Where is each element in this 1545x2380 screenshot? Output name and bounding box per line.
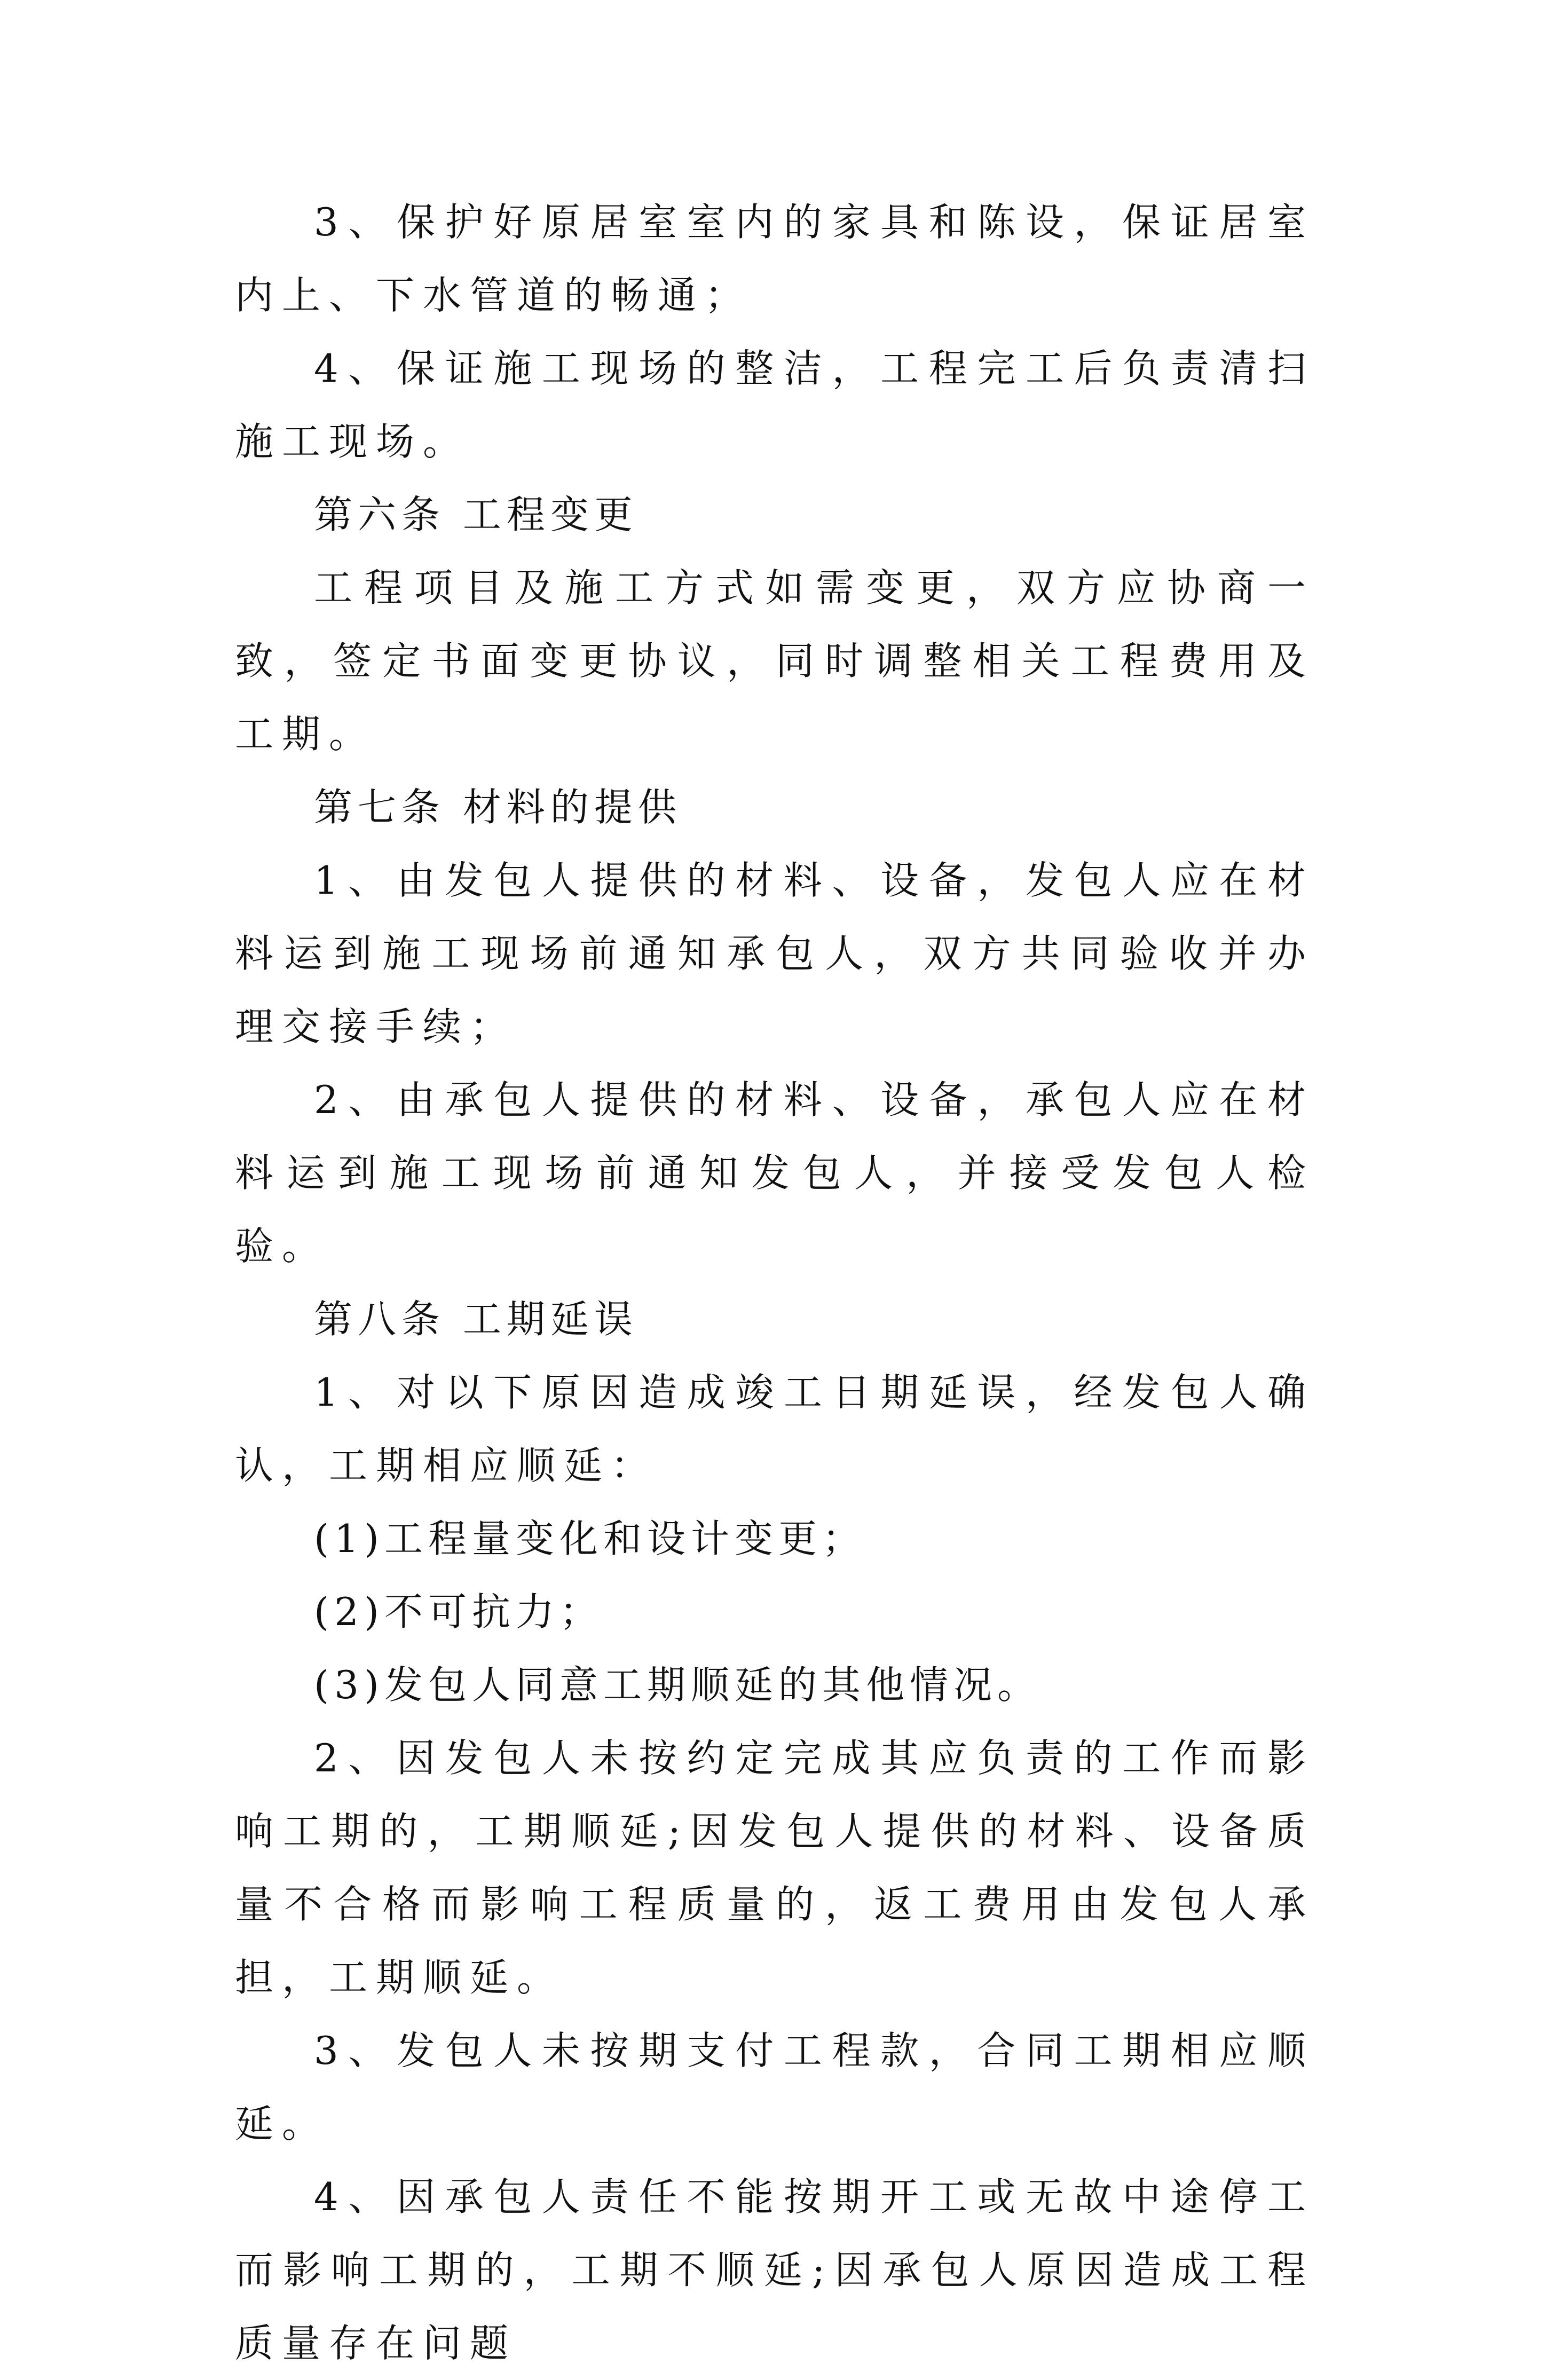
paragraph-article-8-item-1: 1、对以下原因造成竣工日期延误，经发包人确认，工期相应顺延： (235, 1370, 1314, 1488)
list-item-article-8-sub-3: (3)发包人同意工期顺延的其他情况。 (314, 1662, 1041, 1707)
paragraph-clause-5-item-4: 4、保证施工现场的整洁，工程完工后负责清扫施工现场。 (235, 346, 1314, 464)
document-body (235, 186, 1314, 2380)
paragraph-article-7-item-2: 2、由承包人提供的材料、设备，承包人应在材料运到施工现场前通知发包人，并接受发包人检验。 (235, 1077, 1314, 1268)
paragraph-clause-5-item-3: 3、保护好原居室室内的家具和陈设，保证居室内上、下水管道的畅通； (235, 200, 1314, 318)
paragraph-article-6-body: 工程项目及施工方式如需变更，双方应协商一致，签定书面变更协议，同时调整相关工程费用及工期。 (235, 565, 1314, 756)
heading-article-8: 第八条 工期延误 (314, 1297, 638, 1342)
paragraph-article-8-item-3: 3、发包人未按期支付工程款，合同工期相应顺延。 (235, 2028, 1314, 2146)
paragraph-article-7-item-1: 1、由发包人提供的材料、设备，发包人应在材料运到施工现场前通知承包人，双方共同验收并办理交接手续； (235, 858, 1314, 1049)
list-item-article-8-sub-1: (1)工程量变化和设计变更； (314, 1516, 866, 1561)
paragraph-article-8-item-4: 4、因承包人责任不能按期开工或无故中途停工而影响工期的，工期不顺延;因承包人原因造成工程质量存在问题 (235, 2174, 1314, 2366)
list-item-article-8-sub-2: (2)不可抗力； (314, 1589, 603, 1634)
heading-article-7: 第七条 材料的提供 (314, 785, 682, 830)
paragraph-article-8-item-2: 2、因发包人未按约定完成其应负责的工作而影响工期的，工期顺延;因发包人提供的材料、设备质量不合格而影响工程质量的，返工费用由发包人承担，工期顺延。 (235, 1736, 1314, 2000)
heading-article-6: 第六条 工程变更 (314, 492, 638, 537)
